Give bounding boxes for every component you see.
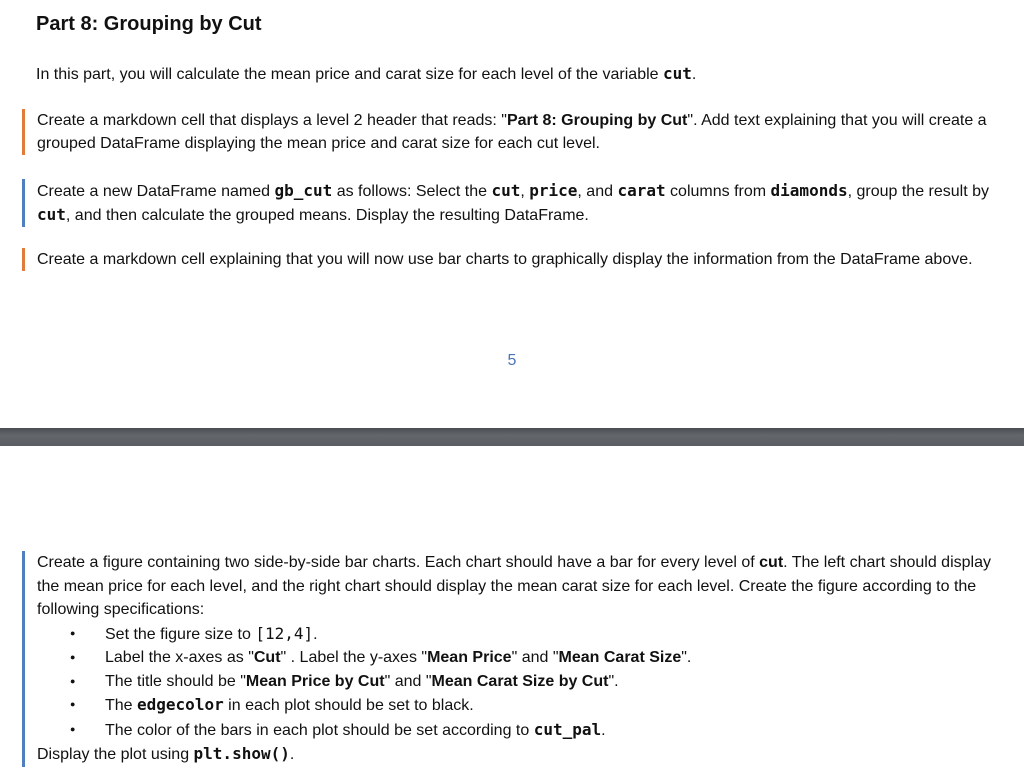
- intro-end: .: [691, 66, 697, 83]
- bullet-bold: Mean Carat Size by Cut: [431, 672, 609, 690]
- bullet-code: cut_pal: [533, 719, 602, 739]
- bullet-bold: Mean Price: [427, 649, 512, 666]
- block2-code: cut: [37, 205, 66, 224]
- block4-text: Create a figure containing two side-by-side bar charts. Each chart should have a bar for every level of: [37, 554, 760, 571]
- bullet-text: " . Label the y-axes ": [280, 649, 428, 666]
- intro-text: In this part, you will calculate the mean price and carat size for each level of the variable: [36, 66, 663, 83]
- bullet-code: [12,4]: [255, 623, 314, 643]
- bullet-text: .: [601, 721, 606, 739]
- figure-intro-text: [37, 551, 1002, 622]
- bullet-text: .: [313, 625, 318, 643]
- block2-text: , and then calculate the grouped means. Display the resulting DataFrame.: [65, 207, 589, 224]
- bullet-code: edgecolor: [137, 695, 224, 714]
- bullet-text: The title should be ": [105, 672, 246, 690]
- bullet-text: The color of the bars in each plot should be set according to: [105, 721, 534, 739]
- bullet-text: ".: [681, 649, 692, 666]
- block4-bold: cut: [759, 554, 784, 571]
- bullet-text: " and ": [384, 672, 432, 690]
- instruction-block-markdown-explain: Create a markdown cell explaining that you will now use bar charts to graphically display the information from the DataFrame above.: [22, 248, 1002, 271]
- bullet-bold: Mean Carat Size: [558, 649, 682, 666]
- final-code: plt.show(): [193, 744, 290, 763]
- block2-text: , group the result by: [847, 183, 990, 200]
- page-number: 5: [507, 352, 517, 369]
- block2-text: as follows: Select the: [332, 183, 492, 200]
- instruction-block-dataframe: [22, 179, 1002, 227]
- list-item: [37, 622, 1002, 647]
- list-item: [37, 646, 1002, 670]
- figure-final-line: [37, 742, 1002, 767]
- block2-text: columns from: [665, 183, 771, 200]
- block1-text-end: ". Add text explaining that you will create a grouped DataFrame displaying the mean price and carat size for each cut level.: [37, 112, 987, 152]
- block2-code: gb_cut: [274, 181, 333, 200]
- list-item: [37, 718, 1002, 743]
- instruction-block-markdown-header: [22, 109, 1002, 155]
- block2-code: price: [529, 181, 578, 200]
- bullet-text: in each plot should be set to black.: [223, 697, 474, 714]
- list-item: [37, 693, 1002, 718]
- final-text: .: [289, 746, 295, 763]
- section-heading: Part 8: Grouping by Cut: [36, 13, 262, 35]
- block2-code: diamonds: [770, 181, 848, 200]
- bullet-text: The: [105, 697, 138, 714]
- final-text: Display the plot using: [37, 746, 194, 763]
- block4-text: . The left chart should display the mean price for each level, and the right chart should display the mean carat size for each level. Create the figure according to the following specifications:: [37, 554, 991, 618]
- bullet-text: ".: [608, 672, 619, 690]
- list-item: [37, 670, 1002, 694]
- bullet-text: Set the figure size to: [105, 625, 256, 643]
- block2-text: Create a new DataFrame named: [37, 183, 275, 200]
- block2-code: cut: [491, 181, 521, 200]
- page-divider: [0, 428, 1024, 446]
- bullet-bold: Mean Price by Cut: [245, 672, 385, 690]
- intro-code: cut: [663, 64, 692, 83]
- bullet-text: " and ": [511, 649, 559, 666]
- bullet-bold: Cut: [253, 649, 281, 666]
- block2-code: carat: [617, 181, 666, 200]
- block1-bold: Part 8: Grouping by Cut: [506, 112, 688, 129]
- block2-text: , and: [577, 183, 618, 200]
- bullet-text: Label the x-axes as ": [105, 649, 254, 666]
- spec-list: [37, 622, 1002, 743]
- block1-text: Create a markdown cell that displays a level 2 header that reads: ": [37, 112, 507, 129]
- block2-text: ,: [520, 183, 530, 200]
- intro-paragraph: [36, 64, 696, 84]
- instruction-block-figure: [22, 551, 1002, 767]
